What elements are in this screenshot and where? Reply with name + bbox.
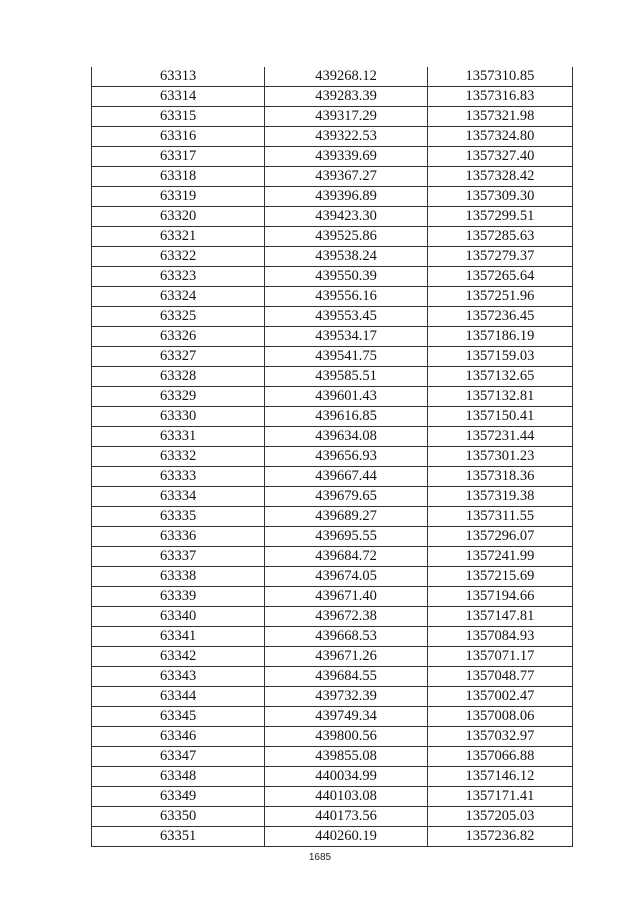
y-coordinate-cell: 1357066.88 (427, 747, 572, 767)
y-coordinate-cell: 1357071.17 (427, 647, 572, 667)
table-row (92, 207, 573, 227)
table-row (92, 307, 573, 327)
y-coordinate-cell: 1357084.93 (427, 627, 572, 647)
y-coordinate-cell: 1357251.96 (427, 287, 572, 307)
point-id-cell: 63316 (92, 127, 265, 147)
table-row (92, 487, 573, 507)
x-coordinate-cell: 440260.19 (265, 827, 428, 847)
table-row (92, 647, 573, 667)
y-coordinate-cell: 1357265.64 (427, 267, 572, 287)
x-coordinate-cell: 439684.72 (265, 547, 428, 567)
point-id-cell: 63332 (92, 447, 265, 467)
point-id-cell: 63331 (92, 427, 265, 447)
x-coordinate-cell: 439423.30 (265, 207, 428, 227)
table-row (92, 447, 573, 467)
y-coordinate-cell: 1357171.41 (427, 787, 572, 807)
point-id-cell: 63347 (92, 747, 265, 767)
point-id-cell: 63319 (92, 187, 265, 207)
point-id-cell: 63349 (92, 787, 265, 807)
point-id-cell: 63328 (92, 367, 265, 387)
x-coordinate-cell: 439671.40 (265, 587, 428, 607)
table-row (92, 87, 573, 107)
point-id-cell: 63340 (92, 607, 265, 627)
y-coordinate-cell: 1357316.83 (427, 87, 572, 107)
x-coordinate-cell: 439317.29 (265, 107, 428, 127)
point-id-cell: 63336 (92, 527, 265, 547)
table-row (92, 227, 573, 247)
x-coordinate-cell: 439550.39 (265, 267, 428, 287)
y-coordinate-cell: 1357321.98 (427, 107, 572, 127)
point-id-cell: 63339 (92, 587, 265, 607)
table-row (92, 67, 573, 87)
y-coordinate-cell: 1357285.63 (427, 227, 572, 247)
x-coordinate-cell: 439679.65 (265, 487, 428, 507)
point-id-cell: 63337 (92, 547, 265, 567)
table-row (92, 367, 573, 387)
table-row (92, 407, 573, 427)
x-coordinate-cell: 439671.26 (265, 647, 428, 667)
y-coordinate-cell: 1357186.19 (427, 327, 572, 347)
y-coordinate-cell: 1357311.55 (427, 507, 572, 527)
x-coordinate-cell: 439667.44 (265, 467, 428, 487)
y-coordinate-cell: 1357146.12 (427, 767, 572, 787)
x-coordinate-cell: 439689.27 (265, 507, 428, 527)
table-row (92, 327, 573, 347)
x-coordinate-cell: 439684.55 (265, 667, 428, 687)
page-number: 1685 (308, 852, 332, 863)
point-id-cell: 63327 (92, 347, 265, 367)
y-coordinate-cell: 1357310.85 (427, 67, 572, 87)
table-row (92, 667, 573, 687)
y-coordinate-cell: 1357279.37 (427, 247, 572, 267)
x-coordinate-cell: 439283.39 (265, 87, 428, 107)
table-row (92, 107, 573, 127)
table-row (92, 567, 573, 587)
point-id-cell: 63351 (92, 827, 265, 847)
x-coordinate-cell: 439396.89 (265, 187, 428, 207)
x-coordinate-cell: 439534.17 (265, 327, 428, 347)
y-coordinate-cell: 1357132.81 (427, 387, 572, 407)
table-row (92, 787, 573, 807)
point-id-cell: 63335 (92, 507, 265, 527)
table-row (92, 387, 573, 407)
point-id-cell: 63341 (92, 627, 265, 647)
x-coordinate-cell: 439601.43 (265, 387, 428, 407)
point-id-cell: 63344 (92, 687, 265, 707)
point-id-cell: 63321 (92, 227, 265, 247)
x-coordinate-cell: 439339.69 (265, 147, 428, 167)
point-id-cell: 63314 (92, 87, 265, 107)
x-coordinate-cell: 440173.56 (265, 807, 428, 827)
table-row (92, 267, 573, 287)
y-coordinate-cell: 1357236.82 (427, 827, 572, 847)
x-coordinate-cell: 439855.08 (265, 747, 428, 767)
table-row (92, 587, 573, 607)
y-coordinate-cell: 1357194.66 (427, 587, 572, 607)
y-coordinate-cell: 1357301.23 (427, 447, 572, 467)
x-coordinate-cell: 439553.45 (265, 307, 428, 327)
point-id-cell: 63329 (92, 387, 265, 407)
y-coordinate-cell: 1357241.99 (427, 547, 572, 567)
x-coordinate-cell: 439268.12 (265, 67, 428, 87)
x-coordinate-cell: 439525.86 (265, 227, 428, 247)
y-coordinate-cell: 1357327.40 (427, 147, 572, 167)
y-coordinate-cell: 1357002.47 (427, 687, 572, 707)
y-coordinate-cell: 1357299.51 (427, 207, 572, 227)
y-coordinate-cell: 1357236.45 (427, 307, 572, 327)
table-row (92, 547, 573, 567)
x-coordinate-cell: 439672.38 (265, 607, 428, 627)
x-coordinate-cell: 439538.24 (265, 247, 428, 267)
x-coordinate-cell: 439556.16 (265, 287, 428, 307)
table-row (92, 347, 573, 367)
y-coordinate-cell: 1357132.65 (427, 367, 572, 387)
x-coordinate-cell: 439541.75 (265, 347, 428, 367)
x-coordinate-cell: 439656.93 (265, 447, 428, 467)
x-coordinate-cell: 439668.53 (265, 627, 428, 647)
coordinates-table (91, 67, 573, 847)
point-id-cell: 63313 (92, 67, 265, 87)
x-coordinate-cell: 439585.51 (265, 367, 428, 387)
table-row (92, 187, 573, 207)
y-coordinate-cell: 1357147.81 (427, 607, 572, 627)
x-coordinate-cell: 440034.99 (265, 767, 428, 787)
y-coordinate-cell: 1357032.97 (427, 727, 572, 747)
y-coordinate-cell: 1357296.07 (427, 527, 572, 547)
table-row (92, 287, 573, 307)
table-row (92, 627, 573, 647)
table-row (92, 247, 573, 267)
y-coordinate-cell: 1357205.03 (427, 807, 572, 827)
table-row (92, 507, 573, 527)
table-row (92, 727, 573, 747)
point-id-cell: 63315 (92, 107, 265, 127)
table-row (92, 767, 573, 787)
x-coordinate-cell: 439800.56 (265, 727, 428, 747)
table-row (92, 827, 573, 847)
y-coordinate-cell: 1357328.42 (427, 167, 572, 187)
point-id-cell: 63343 (92, 667, 265, 687)
table-row (92, 527, 573, 547)
table-row (92, 707, 573, 727)
table-row (92, 467, 573, 487)
table-row (92, 607, 573, 627)
table-row (92, 147, 573, 167)
point-id-cell: 63322 (92, 247, 265, 267)
point-id-cell: 63342 (92, 647, 265, 667)
x-coordinate-cell: 439695.55 (265, 527, 428, 547)
y-coordinate-cell: 1357159.03 (427, 347, 572, 367)
y-coordinate-cell: 1357319.38 (427, 487, 572, 507)
point-id-cell: 63330 (92, 407, 265, 427)
y-coordinate-cell: 1357008.06 (427, 707, 572, 727)
point-id-cell: 63346 (92, 727, 265, 747)
x-coordinate-cell: 439367.27 (265, 167, 428, 187)
table-row (92, 127, 573, 147)
y-coordinate-cell: 1357048.77 (427, 667, 572, 687)
point-id-cell: 63350 (92, 807, 265, 827)
point-id-cell: 63324 (92, 287, 265, 307)
x-coordinate-cell: 439322.53 (265, 127, 428, 147)
point-id-cell: 63318 (92, 167, 265, 187)
table-row (92, 687, 573, 707)
y-coordinate-cell: 1357324.80 (427, 127, 572, 147)
x-coordinate-cell: 439634.08 (265, 427, 428, 447)
x-coordinate-cell: 440103.08 (265, 787, 428, 807)
y-coordinate-cell: 1357150.41 (427, 407, 572, 427)
point-id-cell: 63326 (92, 327, 265, 347)
table-row (92, 807, 573, 827)
point-id-cell: 63317 (92, 147, 265, 167)
point-id-cell: 63325 (92, 307, 265, 327)
y-coordinate-cell: 1357318.36 (427, 467, 572, 487)
x-coordinate-cell: 439616.85 (265, 407, 428, 427)
point-id-cell: 63348 (92, 767, 265, 787)
point-id-cell: 63345 (92, 707, 265, 727)
point-id-cell: 63333 (92, 467, 265, 487)
table-row (92, 427, 573, 447)
y-coordinate-cell: 1357231.44 (427, 427, 572, 447)
point-id-cell: 63334 (92, 487, 265, 507)
x-coordinate-cell: 439749.34 (265, 707, 428, 727)
point-id-cell: 63320 (92, 207, 265, 227)
point-id-cell: 63323 (92, 267, 265, 287)
table-row (92, 167, 573, 187)
table-row (92, 747, 573, 767)
y-coordinate-cell: 1357215.69 (427, 567, 572, 587)
x-coordinate-cell: 439732.39 (265, 687, 428, 707)
point-id-cell: 63338 (92, 567, 265, 587)
x-coordinate-cell: 439674.05 (265, 567, 428, 587)
coordinates-table-body (92, 67, 573, 847)
y-coordinate-cell: 1357309.30 (427, 187, 572, 207)
